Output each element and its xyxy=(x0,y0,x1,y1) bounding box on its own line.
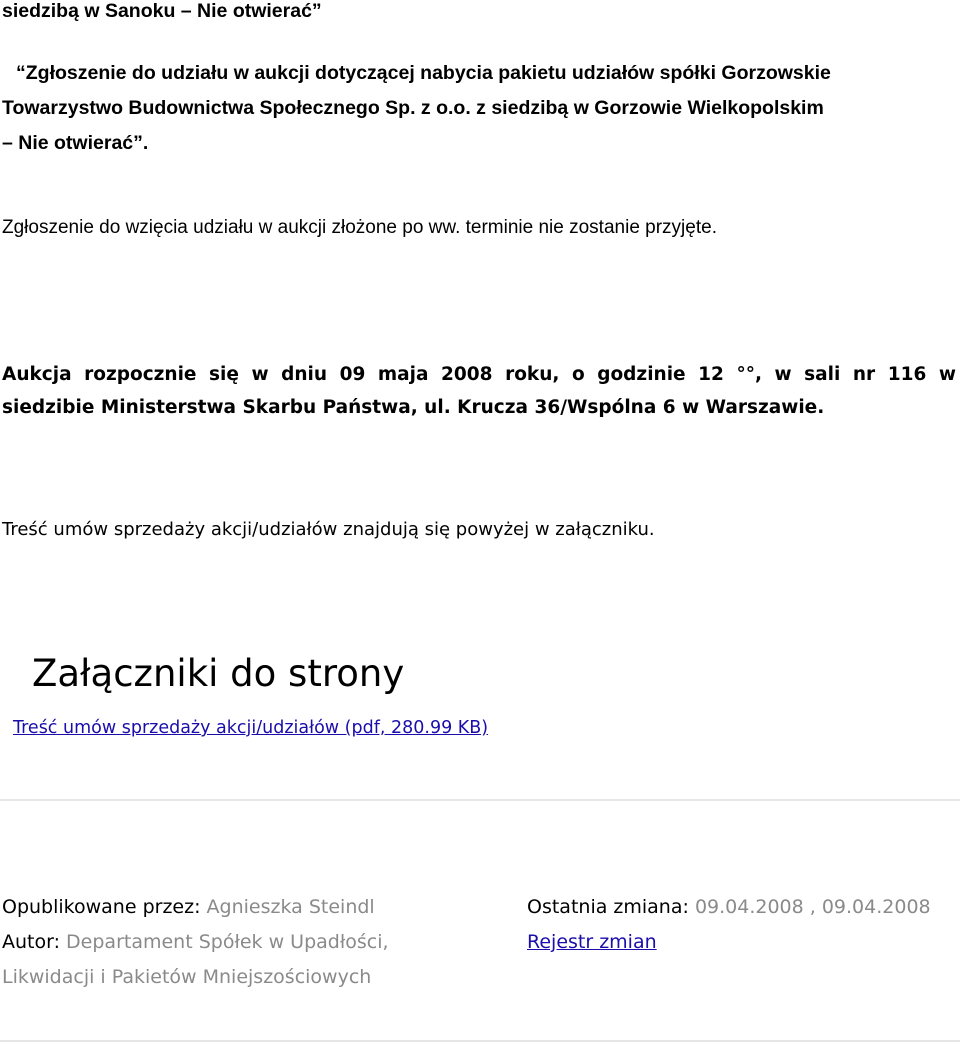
submission-title-line-3: – Nie otwierać”. xyxy=(2,132,149,154)
attachment-link-contracts-pdf[interactable]: Treść umów sprzedaży akcji/udziałów (pdf, 280.99 KB) xyxy=(13,718,489,738)
published-by-label: Opublikowane przez: xyxy=(2,896,201,918)
attachments-heading: Załączniki do strony xyxy=(32,652,405,695)
last-change-label: Ostatnia zmiana: xyxy=(527,896,689,918)
submission-title-line-2: Towarzystwo Budownictwa Społecznego Sp. z o.o. z siedzibą w Gorzowie Wielkopolskim xyxy=(2,97,824,119)
auction-info-line-1: Aukcja rozpocznie się w dniu 09 maja 2008 roku, o godzinie 12 °°, w sali nr 116 w xyxy=(2,364,956,385)
last-change xyxy=(527,896,931,918)
published-by xyxy=(2,896,375,918)
author-value-line-2: Likwidacji i Pakietów Mniejszościowych xyxy=(2,966,372,988)
auction-info-line-2: siedzibie Ministerstwa Skarbu Państwa, ul. Krucza 36/Wspólna 6 w Warszawie. xyxy=(2,397,825,418)
last-change-value: 09.04.2008 , 09.04.2008 xyxy=(694,896,931,918)
intro-line-0: siedzibą w Sanoku – Nie otwierać” xyxy=(2,0,322,22)
late-submission-notice: Zgłoszenie do wzięcia udziału w aukcji złożone po ww. terminie nie zostanie przyjęte. xyxy=(2,217,717,238)
change-log-link[interactable]: Rejestr zmian xyxy=(527,931,657,953)
divider xyxy=(0,799,960,801)
author-continuation xyxy=(2,966,371,988)
submission-title-line-1: “Zgłoszenie do udziału w aukcji dotyczącej nabycia pakietu udziałów spółki Gorzowskie xyxy=(16,62,831,84)
change-log xyxy=(527,931,657,953)
contracts-note: Treść umów sprzedaży akcji/udziałów znajdują się powyżej w załączniku. xyxy=(2,519,655,540)
author-value-line-1: Departament Spółek w Upadłości, xyxy=(66,931,389,953)
published-by-value: Agnieszka Steindl xyxy=(206,896,375,918)
author-label: Autor: xyxy=(2,931,60,953)
bottom-divider xyxy=(0,1040,960,1042)
author xyxy=(2,931,389,953)
